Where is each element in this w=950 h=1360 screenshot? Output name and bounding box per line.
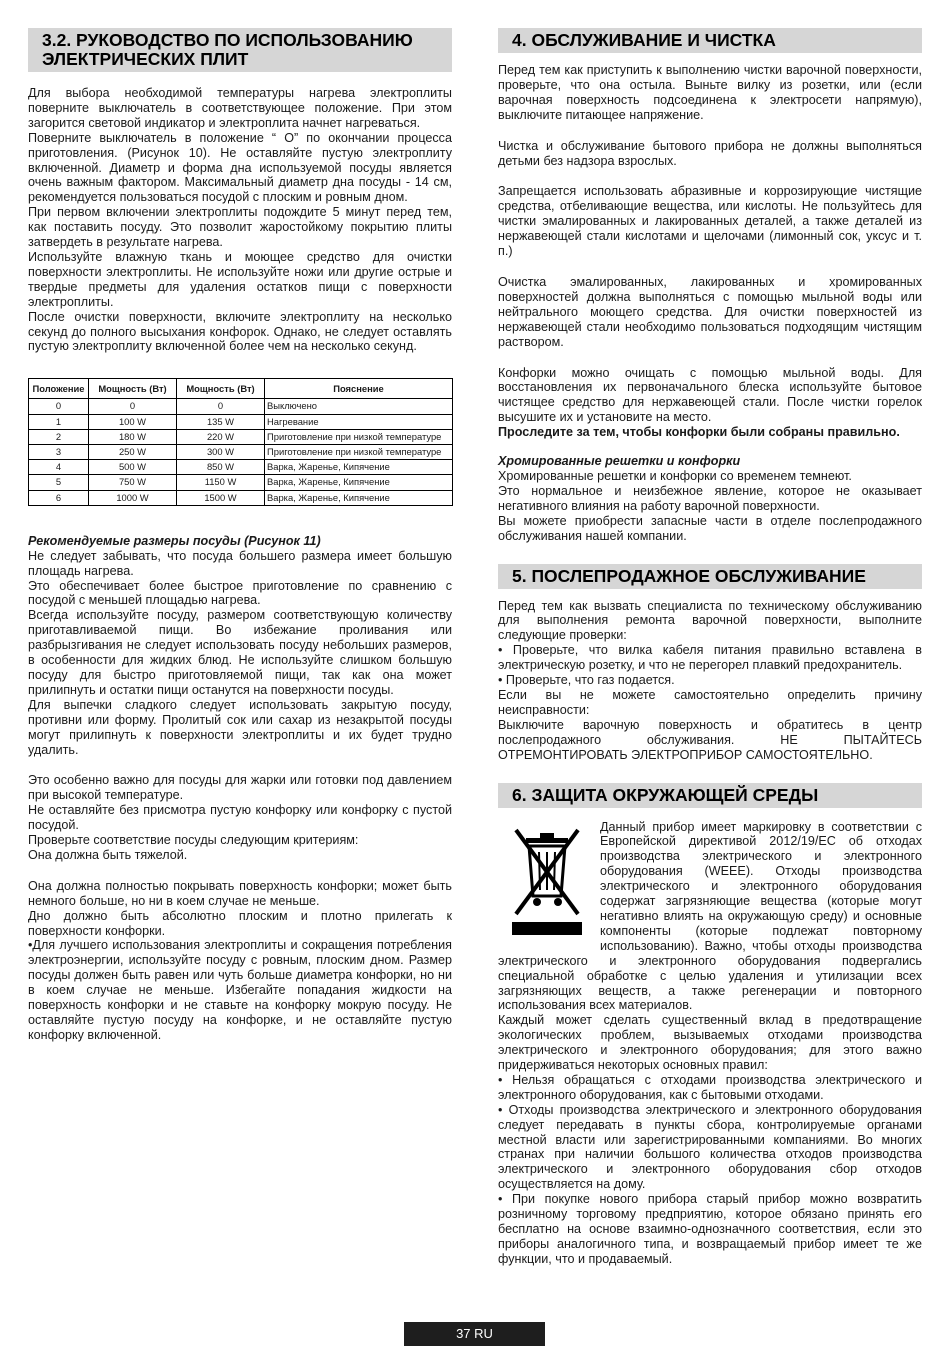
table-row: [29, 475, 453, 490]
paragraph: Если вы не можете самостоятельно определить причину неисправности:: [498, 688, 922, 717]
paragraph: Каждый может сделать существенный вклад в предотвращение экологических проблем, вызываемых отходами производства электрического и электронного оборудования; для этого важно придерживаться некоторых основных правил:: [498, 1013, 922, 1073]
table-row: [29, 444, 453, 459]
table-cell: 850 W: [177, 460, 265, 475]
paragraph: Для выбора необходимой температуры нагрева электроплиты поверните выключатель в соответствующее положение. При этом загорится световой индикатор и электроплита начнет нагреваться.: [28, 86, 452, 130]
table-cell: 250 W: [89, 444, 177, 459]
paragraph: • Нельзя обращаться с отходами производства электрического и электронного оборудования, как с бытовыми отходами.: [498, 1072, 922, 1102]
paragraph: После очистки поверхности, включите электроплиту на несколько секунд до полного высыхания конфорок. Однако, не следует оставлять пустую электроплиту включенной более чем на несколько секунд.: [28, 309, 452, 354]
table-cell: Приготовление при низкой температуре: [265, 444, 453, 459]
table-cell: Нагревание: [265, 414, 453, 429]
section-heading-4: 4. ОБСЛУЖИВАНИЕ И ЧИСТКА: [498, 28, 922, 53]
table-row: [29, 429, 453, 444]
table-cell: 4: [29, 460, 89, 475]
table-cell: 100 W: [89, 414, 177, 429]
paragraph: • Проверьте, что газ подается.: [498, 673, 675, 688]
table-header: Пояснение: [265, 379, 453, 399]
power-table: [28, 378, 453, 505]
weee-section: [498, 820, 922, 1014]
table-cell: 1150 W: [177, 475, 265, 490]
table-header-row: [29, 379, 453, 399]
assembly-warning: Проследите за тем, чтобы конфорки были собраны правильно.: [498, 425, 900, 440]
table-cell: Варка, Жаренье, Кипячение: [265, 490, 453, 505]
paragraph: Запрещается использовать абразивные и коррозирующие чистящие средства, отбеливающие вещества, или кислоты. Не пользуйтесь для чистки эмалированных и лакированных деталей, а также деталей из нержавеющей стали кислотами и щелочами (лимонный сок, уксус и т. п.): [498, 184, 922, 259]
table-header: Положение: [29, 379, 89, 399]
section-heading-6: 6. ЗАЩИТА ОКРУЖАЮЩЕЙ СРЕДЫ: [498, 783, 922, 808]
table-cell: 1500 W: [177, 490, 265, 505]
table-cell: 6: [29, 490, 89, 505]
paragraph: Перед тем как вызвать специалиста по техническому обслуживанию для выполнения ремонта варочной поверхности, выполните следующие проверки:: [498, 598, 922, 643]
table-header: Мощность (Вт): [177, 379, 265, 399]
table-cell: 0: [89, 399, 177, 414]
table-cell: 750 W: [89, 475, 177, 490]
table-cell: 2: [29, 429, 89, 444]
paragraph: Поверните выключатель в положение “ О” по окончании процесса приготовления. (Рисунок 10). Не оставляйте пустую электроплиту включенной. Диаметр и форма дна используемой посуды является очень важным фактором. Максимальный диаметр дна посуды - 14 см, рекомендуется пользоваться посудой с плоским и ровным дном.: [28, 130, 452, 205]
paragraph: • Проверьте, что вилка кабеля питания правильно вставлена в электрическую розетку, и что не перегорел плавкий предохранитель.: [498, 643, 922, 673]
table-row: [29, 460, 453, 475]
paragraph: Это особенно важно для посуды для жарки или готовки под давлением при высокой температуре.: [28, 773, 452, 803]
table-cell: 220 W: [177, 429, 265, 444]
right-column: [498, 28, 922, 1267]
paragraph: Всегда используйте посуду, размером соответствующую количеству приготавливаемой пищи. Во избежание проливания или разбрызгивания не следует использовать посуду небольших размеров, в особенности для жидких блюд. Не используйте слишком большую посуду для быстро приготовляемой пищи, так как она может прилипнуть и остатки пищи останутся на поверхности посуды.: [28, 608, 452, 697]
table-cell: 0: [177, 399, 265, 414]
paragraph: Она должна полностью покрывать поверхность конфорки; может быть немного больше, но ни в коем случае не меньше.: [28, 878, 452, 908]
paragraph: Для выпечки сладкого следует использовать закрытую посуду, противни или форму. Пролитый сок или сахар из незакрытой посуды могут прилипнуть к поверхности электроплиты и их будет трудно удалить.: [28, 697, 452, 757]
table-cell: 1000 W: [89, 490, 177, 505]
left-column: [28, 28, 452, 1043]
paragraph: Перед тем как приступить к выполнению чистки варочной поверхности, проверьте, что она остыла. Выньте вилку из розетки, или (если варочная поверхность подсоединена к электросети напрямую), выключите питающее напряжение.: [498, 63, 922, 122]
paragraph: • При покупке нового прибора старый прибор можно возвратить розничному торговому предприятию, которое обязано принять его бесплатно на основе взаимно-однозначного соответствия, если это приборы аналогичного типа, и возвращаемый прибор имеет те же функции, что и продаваемый.: [498, 1192, 922, 1266]
paragraph: Не оставляйте без присмотра пустую конфорку или конфорку с пустой посудой.: [28, 803, 452, 833]
paragraph: Дно должно быть абсолютно плоским и плотно прилегать к поверхности конфорки.: [28, 908, 452, 938]
paragraph: Используйте влажную ткань и моющее средство для очистки поверхности электроплиты. Не используйте ножи или другие острые и твердые предметы для удаления остатков пищи с поверхности электроплиты.: [28, 249, 452, 309]
table-cell: Приготовление при низкой температуре: [265, 429, 453, 444]
paragraph: Вы можете приобрести запасные части в отделе послепродажного обслуживания нашей компании.: [498, 513, 922, 543]
paragraph: •Для лучшего использования электроплиты и сокращения потребления электроэнергии, используйте посуду с ровным, плоским дном. Размер посуды должен быть равен или чуть больше диаметра конфорки, но ни в коем случае не меньше. Избегайте попадания жидкости на поверхность конфорки и не ставьте на конфорку мокрую посуду. Не оставляйте пустую посуду на конфорке, и не оставляйте пустую конфорку включенной.: [28, 938, 452, 1042]
section-heading-3-2: 3.2. РУКОВОДСТВО ПО ИСПОЛЬЗОВАНИЮ ЭЛЕКТРИЧЕСКИХ ПЛИТ: [28, 28, 452, 72]
paragraph: Хромированные решетки и конфорки со временем темнеют.: [498, 469, 852, 484]
table-row: [29, 414, 453, 429]
crossed-out-wheelie-bin-icon: [502, 822, 592, 940]
section-heading-5: 5. ПОСЛЕПРОДАЖНОЕ ОБСЛУЖИВАНИЕ: [498, 564, 922, 589]
chrome-grates-subheading: Хромированные решетки и конфорки: [498, 454, 741, 469]
table-cell: 3: [29, 444, 89, 459]
paragraph: При первом включении электроплиты подождите 5 минут перед тем, как поставить посуду. Это позволит жаростойкому покрытию плиты затвердеть в результате нагрева.: [28, 205, 452, 250]
table-cell: 180 W: [89, 429, 177, 444]
table-cell: 5: [29, 475, 89, 490]
paragraph: Это нормальное и неизбежное явление, которое не оказывает негативного влияния на работу варочной поверхности.: [498, 483, 922, 513]
paragraph: Она должна быть тяжелой.: [28, 847, 188, 862]
table-row: [29, 490, 453, 505]
table-cell: 135 W: [177, 414, 265, 429]
table-header: Мощность (Вт): [89, 379, 177, 399]
paragraph: Конфорки можно очищать с помощью мыльной воды. Для восстановления их первоначального блеска используйте бытовое чистящее средство для нержавеющей стали. После чистки горелок высушите их и установите на место.: [498, 365, 922, 425]
paragraph: Выключите варочную поверхность и обратитесь в центр послепродажного обслуживания. НЕ ПЫТАЙТЕСЬ ОТРЕМОНТИРОВАТЬ ЭЛЕКТРОПРИБОР САМОСТОЯТЕЛЬНО.: [498, 717, 922, 762]
paragraph: Чистка и обслуживание бытового прибора не должны выполняться детьми без надзора взрослых.: [498, 138, 922, 168]
table-cell: 500 W: [89, 460, 177, 475]
table-cell: 300 W: [177, 444, 265, 459]
cookware-sizes-subheading: Рекомендуемые размеры посуды (Рисунок 11): [28, 533, 321, 548]
table-cell: Варка, Жаренье, Кипячение: [265, 460, 453, 475]
paragraph: Это обеспечивает более быстрое приготовление по сравнению с посудой с меньшей площадью нагрева.: [28, 578, 452, 608]
table-cell: Выключено: [265, 399, 453, 414]
paragraph: Данный прибор имеет маркировку в соответствии с Европейской директивой 2012/19/ЕС об отходах производства электрического и электронного оборудования (WEEE). Отходы производства электрического и электронного оборудования содержат загрязняющие вещества (которые могут негативно влиять на окружающую среду) и основные компоненты (которые подлежат повторному использованию). Важно, чтобы отходы производства электрического и электронного оборудования подвергались специальной обработке с целью удаления и утилизации всех загрязняющих веществ, а также регенерации и повторного использования всех материалов.: [498, 819, 922, 1013]
paragraph: Очистка эмалированных, лакированных и хромированных поверхностей должна выполняться с помощью мыльной воды или нейтрального моющего средства. Для очистки поверхностей из нержавеющей стали необходимо пользоваться подходящим чистящим раствором.: [498, 274, 922, 349]
paragraph: Проверьте соответствие посуды следующим критериям:: [28, 833, 359, 848]
table-cell: 1: [29, 414, 89, 429]
table-cell: 0: [29, 399, 89, 414]
table-cell: Варка, Жаренье, Кипячение: [265, 475, 453, 490]
paragraph: Не следует забывать, что посуда большего размера имеет большую площадь нагрева.: [28, 548, 452, 578]
paragraph: • Отходы производства электрического и электронного оборудования следует передавать в пункты сбора, контролируемые органами местной власти или зарегистрированными компаниями. Во многих странах при наличии большого количества отходов производства электрического и электронного оборудования сбор отходов осуществляется на дому.: [498, 1102, 922, 1192]
table-row: [29, 399, 453, 414]
page-number: 37 RU: [404, 1322, 545, 1346]
